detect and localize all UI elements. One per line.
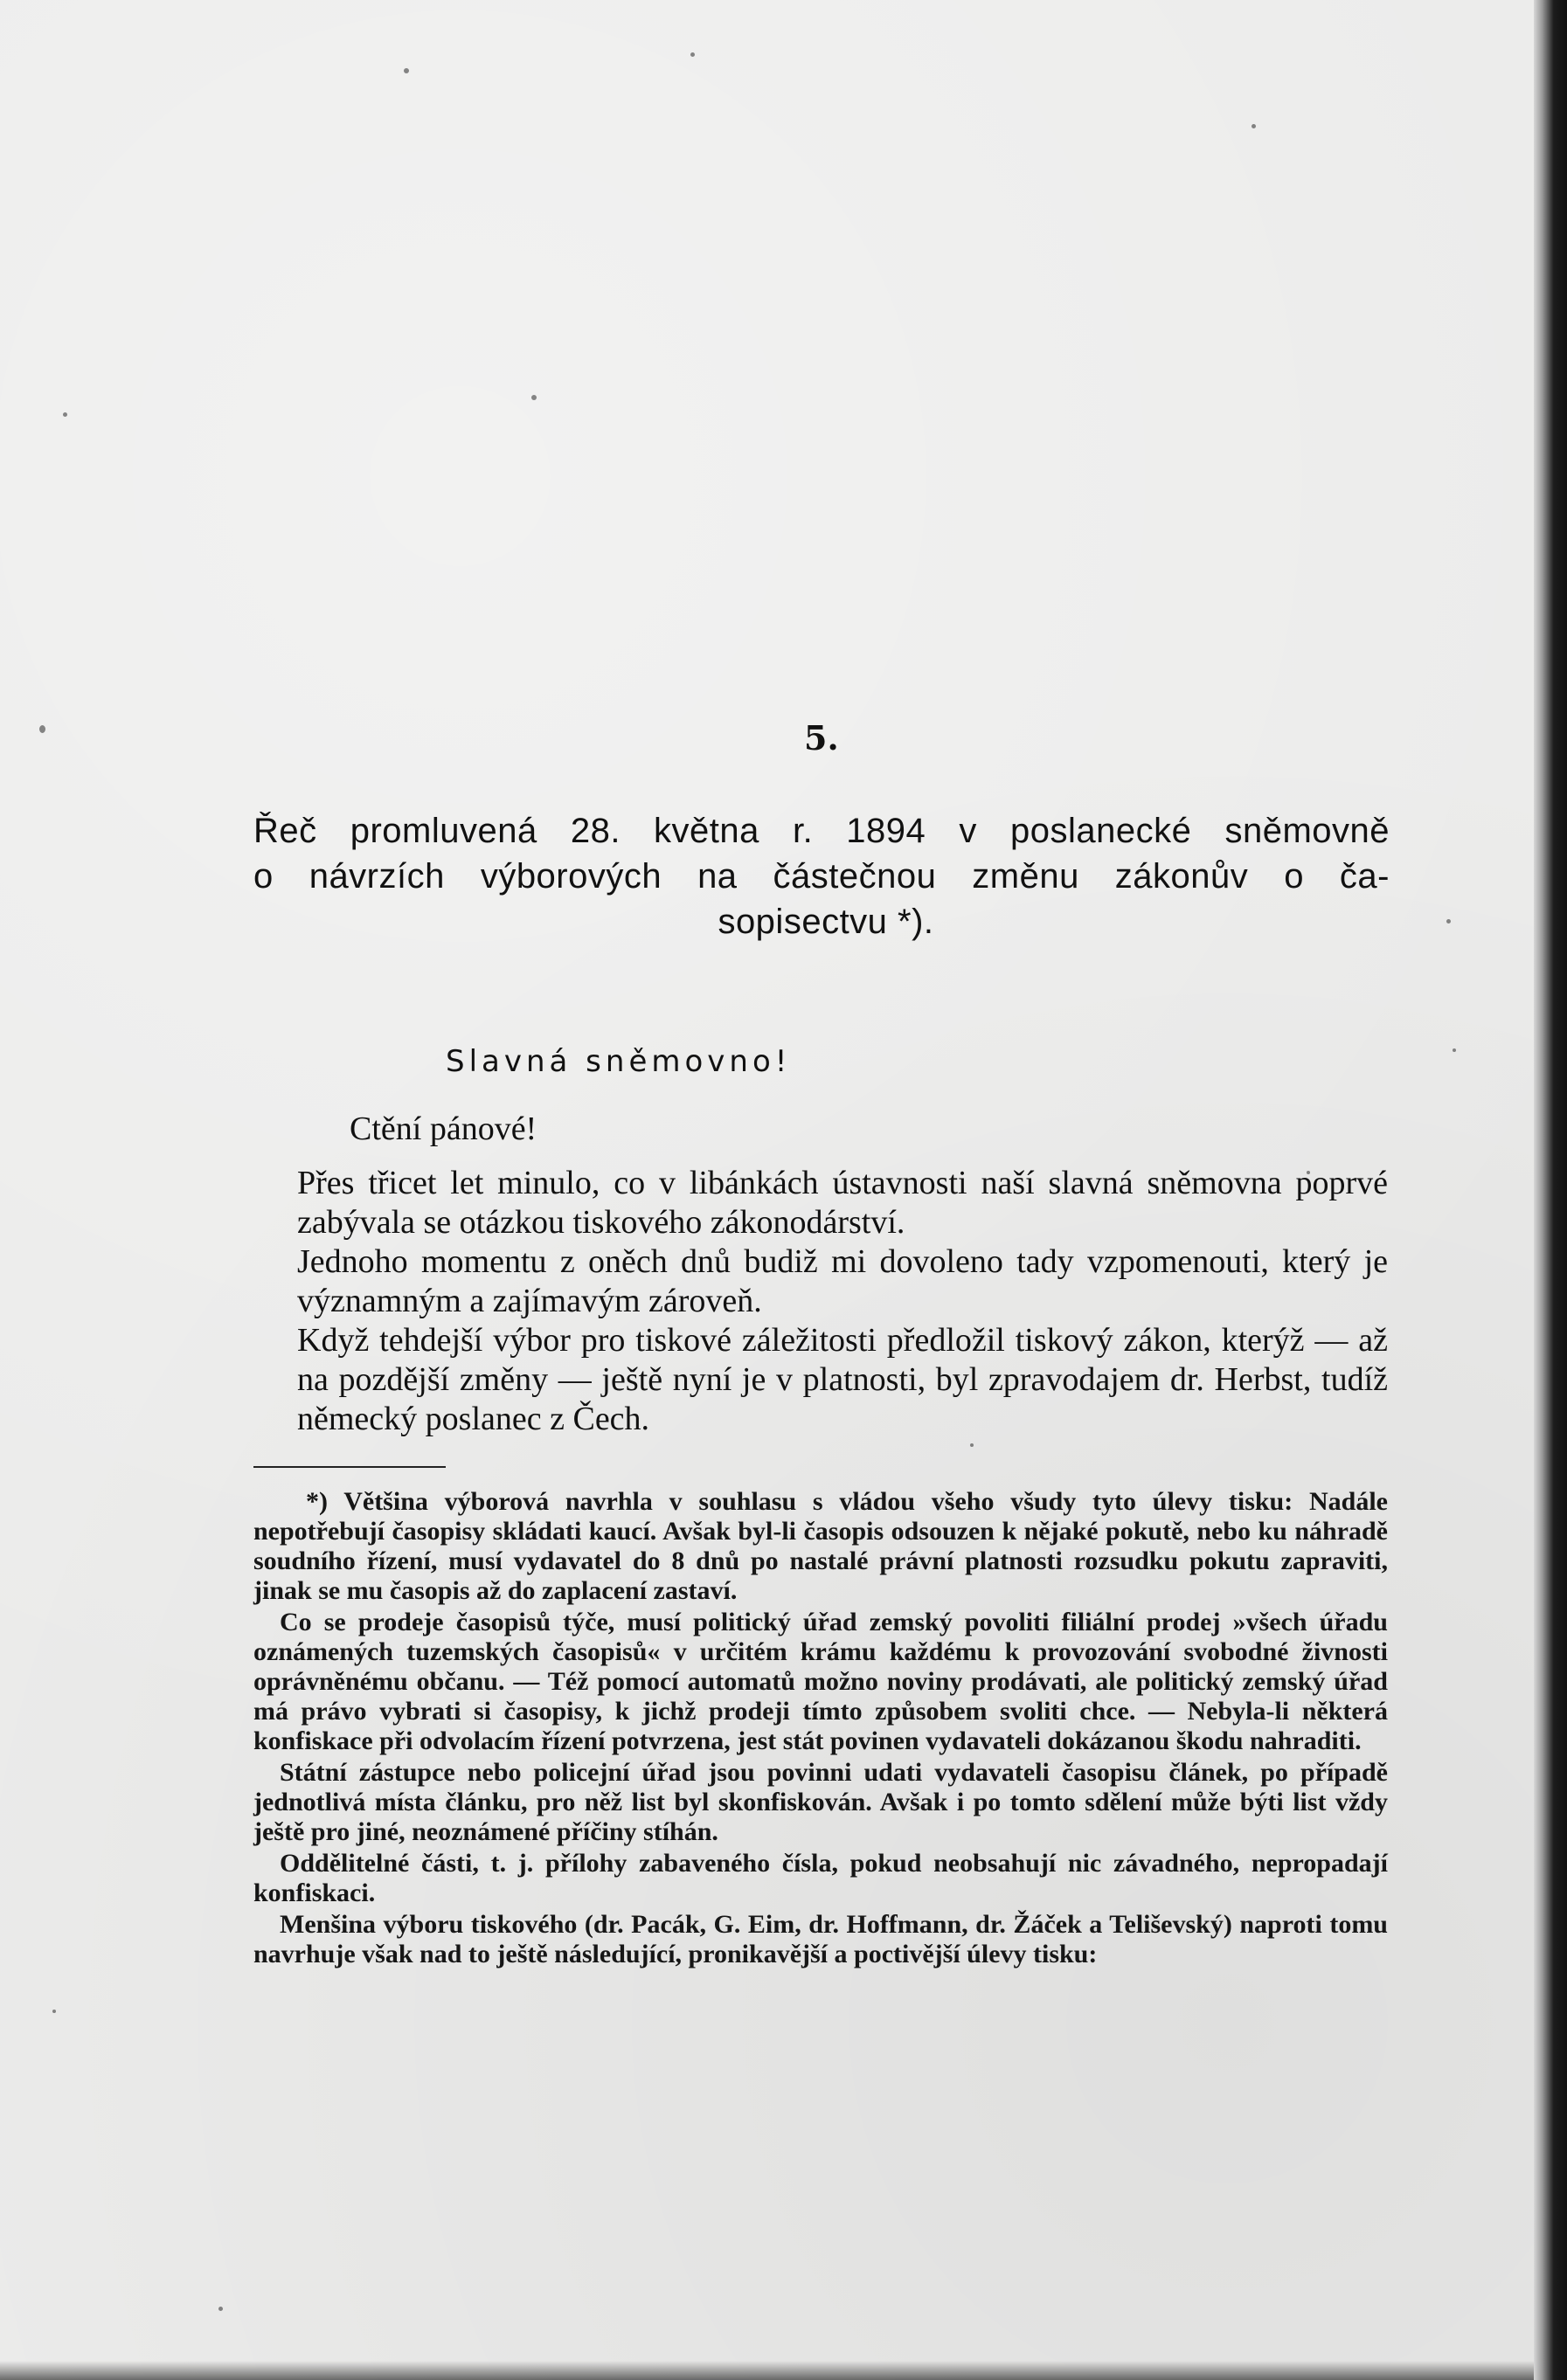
chapter-title: [253, 808, 1390, 944]
page-number: 5.: [804, 718, 839, 758]
title-line-1: Řeč promluvená 28. května r. 1894 v poslanecké sněmovně: [253, 812, 1390, 850]
footnote-paragraph: Oddělitelné části, t. j. přílohy zabaveného čísla, pokud neobsahují nic závadného, nepropadají konfiskaci.: [253, 1849, 1388, 1907]
title-line-2: o návrzích výborových na částečnou změnu zákonův o ča-: [253, 857, 1390, 896]
footnotes: [253, 1487, 1388, 1971]
page-bottom-shadow: [0, 2361, 1534, 2380]
salutation: Slavná sněmovno!: [446, 1044, 792, 1079]
address-line: Ctění pánové!: [350, 1110, 537, 1147]
footnote-paragraph: Státní zástupce nebo policejní úřad jsou povinni udati vydavateli časopisu článek, po případě jednotlivá místa článku, pro něž list byl skonfiskován. Avšak i po tomto sdělení může býti list vždy ještě pro jiné, neoznámené příčiny stíhán.: [253, 1758, 1388, 1846]
paragraph: Jednoho momentu z oněch dnů budiž mi dovoleno tady vzpomenouti, který je významným a zajímavým zároveň.: [297, 1243, 1388, 1319]
paragraph: Přes třicet let minulo, co v libánkách ústavnosti naší slavná sněmovna poprvé zabývala se otázkou tiskového zákonodárství.: [297, 1165, 1388, 1241]
footnote-paragraph: Menšina výboru tiskového (dr. Pacák, G. Eim, dr. Hoffmann, dr. Žáček a Teliševský) naproti tomu navrhuje však nad to ještě následující, pronikavější a poctivější úlevy tisku:: [253, 1910, 1388, 1968]
page-edge-shadow: [1534, 0, 1567, 2380]
footnote-paragraph: Co se prodeje časopisů týče, musí politický úřad zemský povoliti filiální prodej »všech úřadu oznámených tuzemských časopisů« v určitém krámu každému k provozování svobodné živnosti oprávněnému občanu. — Též pomocí automatů možno noviny prodávati, ale politický zemský úřad má právo vybrati si časopisy, k jichž prodeji tímto způsobem svoliti chce. — Nebyla-li některá konfiskace při odvolacím řízení potvrzena, jest stát povinen vydavateli dokázanou škodu nahraditi.: [253, 1608, 1388, 1755]
footnote-rule: [253, 1466, 446, 1468]
title-line-3: sopisectvu *).: [718, 903, 934, 941]
footnote-paragraph: *) Většina výborová navrhla v souhlasu s vládou všeho všudy tyto úlevy tisku: Nadále nepotřebují časopisy skládati kaucí. Avšak byl-li časopis odsouzen k nějaké pokutě, nebo ku náhradě soudního řízení, musí vydavatel do 8 dnů po nastalé právní platnosti rozsudku pokutu zapraviti, jinak se mu časopis až do zaplacení zastaví.: [253, 1487, 1388, 1605]
body-text: [297, 1164, 1388, 1439]
paragraph: Když tehdejší výbor pro tiskové záležitosti předložil tiskový zákon, kterýž — až na pozdější změny — ještě nyní je v platnosti, byl zpravodajem dr. Herbst, tudíž německý poslanec z Čech.: [297, 1322, 1388, 1437]
